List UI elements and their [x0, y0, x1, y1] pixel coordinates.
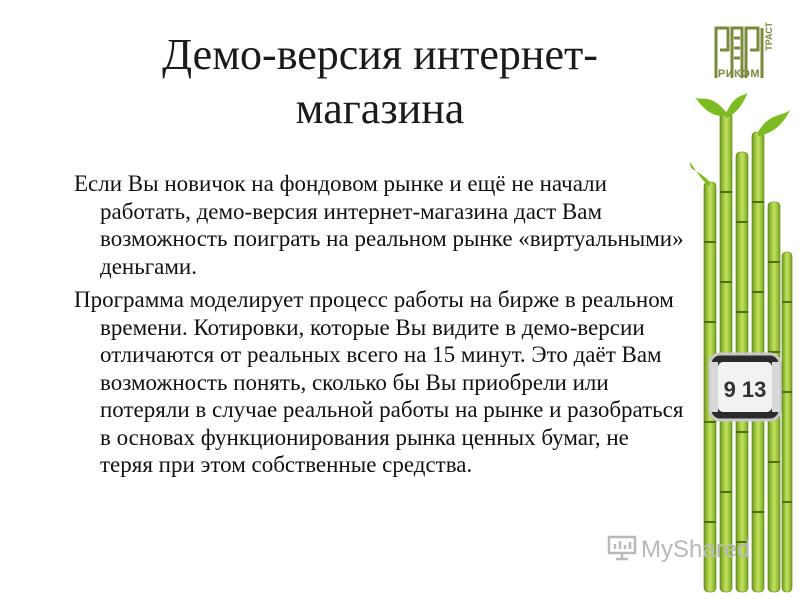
slide-title: Демо-версия интернет-магазина: [162, 30, 598, 133]
logo-suffix: ТРАСТ: [764, 22, 774, 51]
myshared-watermark: [607, 535, 750, 564]
watch-icon: [710, 354, 780, 420]
slide-body: [74, 170, 684, 485]
bamboo-illustration: [690, 92, 800, 600]
paragraph-2: Программа моделирует процесс работы на бирже в реальном времени. Котировки, которые Вы видите в демо-версии отличаются от реальных всего на 15 минут. Это даёт Вам возможность понять, сколько бы Вы приобрели или потеряли в случае реальной работы на рынке и разобраться в основах функционирования рынка ценных бумаг, не теряя при этом собственные средства.: [74, 287, 684, 477]
paragraph-1: Если Вы новичок на фондовом рынке и ещё не начали работать, демо-версия интернет-магазина даст Вам возможность поиграть на реальном рынке «виртуальными» деньгами.: [74, 171, 684, 279]
presentation-icon: [607, 535, 637, 561]
watch-face-text: 9 13: [723, 377, 767, 402]
watermark-text: MyShared: [641, 536, 751, 563]
logo-name: РИКОМ: [717, 68, 761, 80]
